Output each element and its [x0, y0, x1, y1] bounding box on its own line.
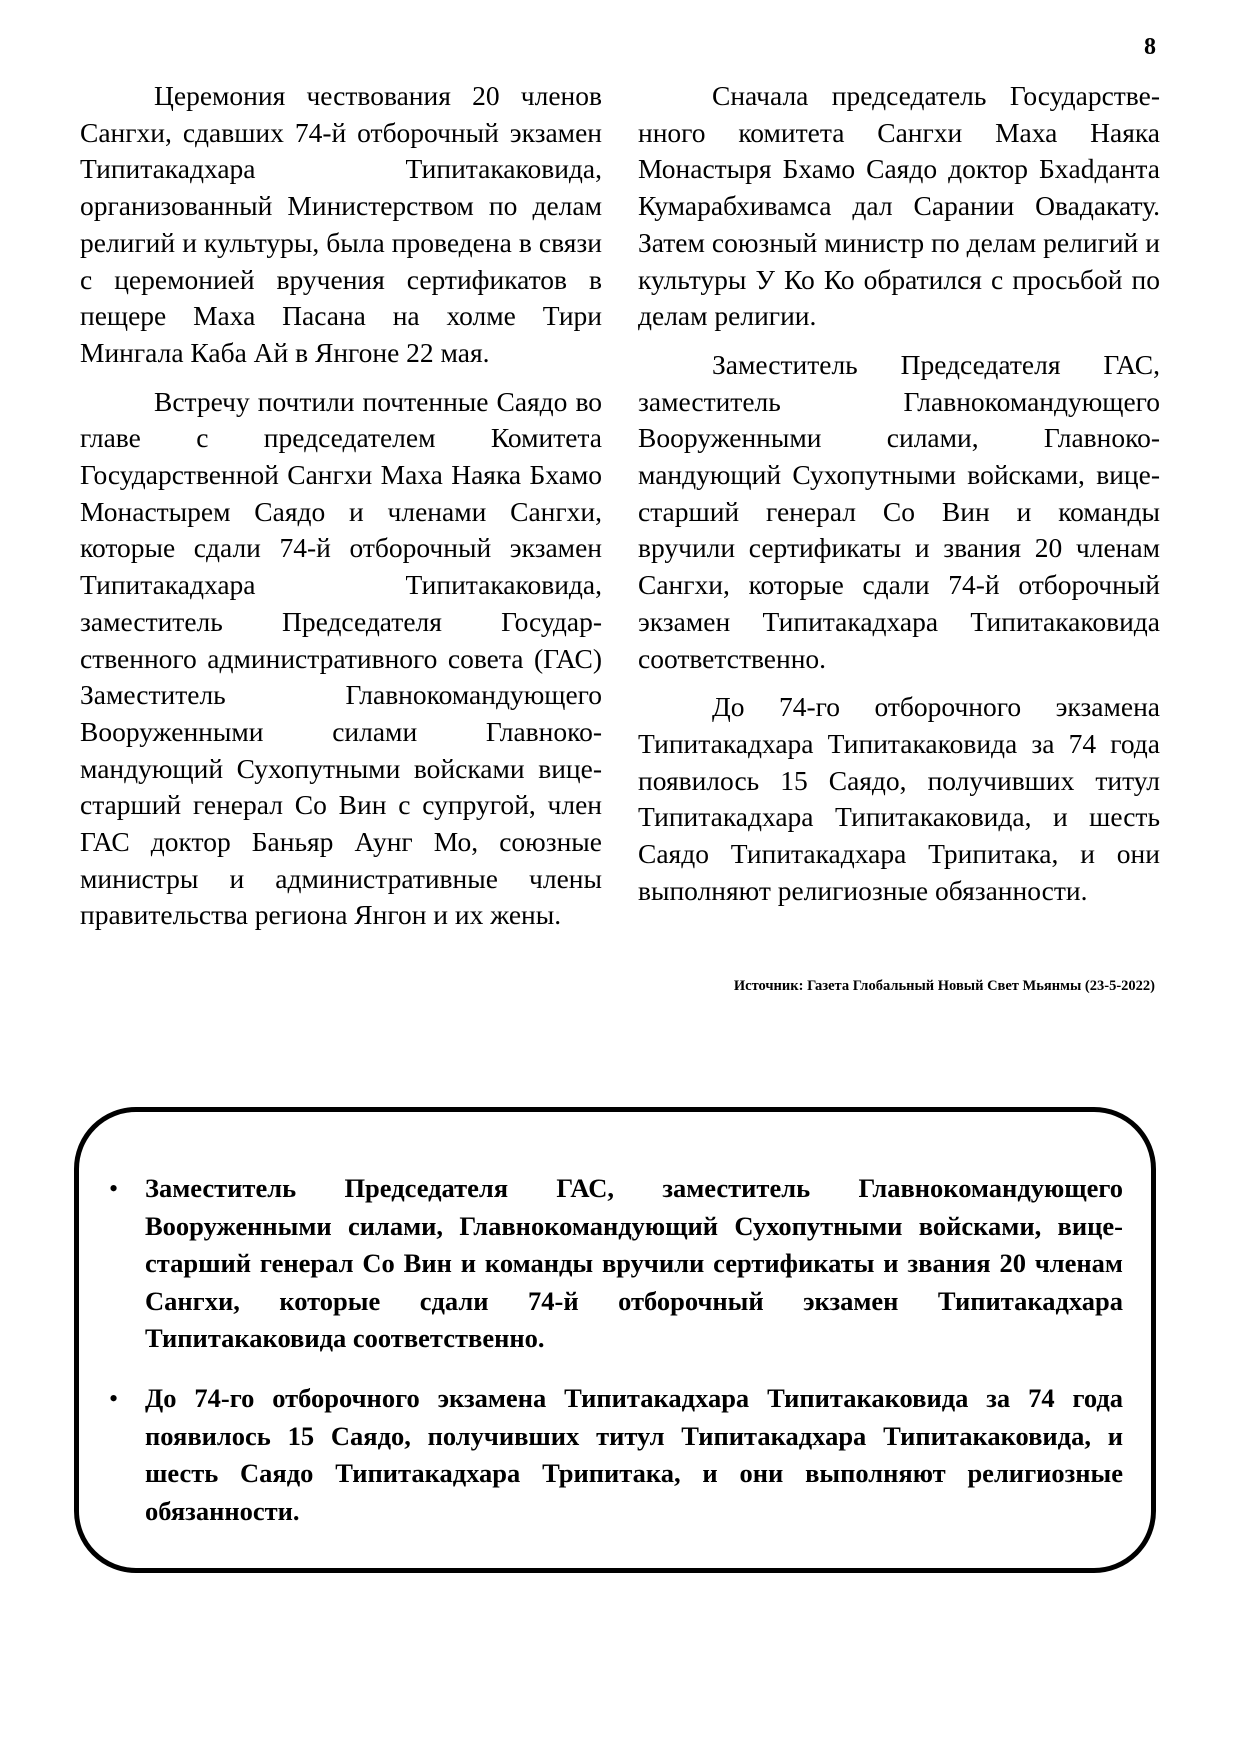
paragraph: Церемония чествования 20 членов Сангхи, сдавших 74-й отборочный экзамен Типитакадхара Типитакаковида, организованный Министерством по делам религий и культуры, была проведена в связи с церемонией вручения сертификатов в пещере Маха Пасана на холме Тири Мингала Каба Ай в Янгоне 22 мая.	[80, 80, 602, 368]
page-number: 8	[1144, 34, 1156, 60]
paragraph: Встречу почтили почтенные Саядо во главе с председателем Комитета Государственной Сангхи Маха Наяка Бхамо Монастырем Саядо и членами Сангхи, которые сдали 74-й отборочный экзамен Типитакадхара Типитакаковида, заместитель Председателя Государственного административного совета (ГАС) Заместитель Главнокомандующего Вооруженными силами Главнокомандующий Сухопутными войсками вице-старший генерал Со Вин с супругой, член ГАС доктор Баньяр Аунг Мо, союзные министры и административные члены правительства региона Янгон и их жены.	[80, 385, 602, 931]
paragraph: Заместитель Председателя ГАС, заместитель Главнокомандующего Вооруженными силами, Главнокомандующий Сухопутными войсками, вице-старший генерал Со Вин и команды вручили сертификаты и звания 20 членам Сангхи, которые сдали 74-й отборочный экзамен Типитакадхара Типитакаковида соответственно.	[638, 348, 1160, 674]
bullet-icon: •	[109, 1383, 119, 1413]
summary-item	[109, 1380, 1123, 1530]
source-citation: Источник: Газета Глобальный Новый Свет Мьянмы (23-5-2022)	[733, 978, 1155, 994]
paragraph: Сначала председатель Государственного комитета Сангхи Маха Наяка Монастыря Бхамо Саядо доктор Бхadданта Кумарабхивамса дал Сарании Овадакату. Затем союзный министр по делам религий и культуры У Ко Ко обратился с просьбой по делам религии.	[638, 80, 1160, 332]
summary-item-text: До 74-го отборочного экзамена Типитакадхара Типитакаковида за 74 года появилось 15 Саядо, получивших титул Типитакадхара Типитакаковида, и шесть Саядо Типитакадхара Трипитака, и они выполняют религиозные обязанности.	[145, 1382, 1123, 1526]
right-column	[638, 78, 1160, 921]
paragraph: До 74-го отборочного экзамена Типитакадхара Типитакаковида за 74 года появилось 15 Саядо, получивших титул Типитакадхара Типитакаковида, и шесть Саядо Типитакадхара Трипитака, и они выполняют религиозные обязанности.	[638, 691, 1160, 906]
bullet-icon: •	[109, 1174, 119, 1203]
summary-item	[109, 1170, 1123, 1358]
left-column	[80, 78, 602, 946]
summary-item-text: Заместитель Председателя ГАС, заместитель Главнокомандующего Вооруженными силами, Главнокомандующий Сухопутными войсками, вице-старший генерал Со Вин и команды вручили сертификаты и звания 20 членам Сангхи, которые сдали 74-й отборочный экзамен Типитакадхара Типитакаковида соответственно.	[145, 1173, 1123, 1354]
summary-box	[74, 1107, 1156, 1573]
summary-list	[109, 1170, 1123, 1552]
